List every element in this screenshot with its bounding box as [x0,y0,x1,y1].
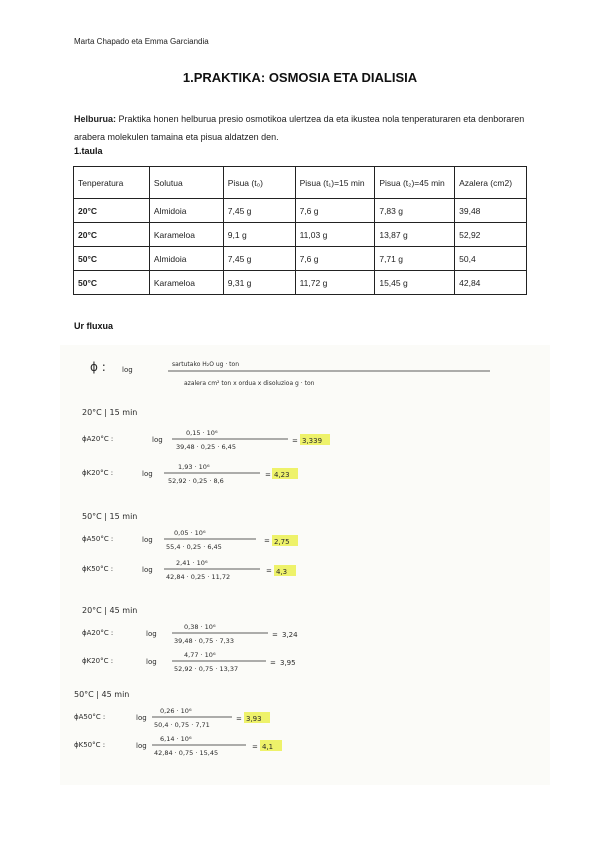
calc-numerator: 0,26 · 10⁶ [160,707,192,715]
group-heading: 20°C | 15 min [82,408,138,417]
table-cell: 20°C [74,223,150,247]
header-cell: Pisua (t₂)=45 min [375,167,455,199]
calc-result: 3,24 [282,631,298,639]
calc-label: ϕA20°C : [82,629,114,637]
calc-denominator: 42,84 · 0,75 · 15,45 [154,749,219,757]
calc-log: log [142,566,153,574]
calc-log: log [142,470,153,478]
header-cell: Pisua (t₀) [223,167,295,199]
table-cell: 9,1 g [223,223,295,247]
table-cell: Karameloa [149,223,223,247]
calc-result: 3,93 [246,715,262,723]
calc-log: log [142,536,153,544]
formula-log: log [122,366,133,374]
table-row [74,271,527,295]
table-cell: 50°C [74,247,150,271]
calc-result: 3,95 [280,659,296,667]
calc-label: ϕK50°C : [74,741,106,749]
calc-equals: = [270,659,276,667]
purpose-paragraph [74,110,534,146]
calc-label: ϕA20°C : [82,435,114,443]
calc-result: 4,1 [262,743,274,751]
table-cell: 20°C [74,199,150,223]
table-cell: 7,6 g [295,199,375,223]
table-cell: 7,71 g [375,247,455,271]
table-cell: 7,45 g [223,199,295,223]
table-row [74,199,527,223]
calc-label: ϕA50°C : [74,713,106,721]
table-cell: 7,83 g [375,199,455,223]
purpose-text: Praktika honen helburua presio osmotikoa ulertzea da eta ikustea nola tenperaturaren eta denboraren arabera molekulen tamaina eta pisua aldatzen den. [74,114,525,142]
calc-label: ϕK50°C : [82,565,114,573]
calc-log: log [146,658,157,666]
formula-denominator: azalera cm² ton x ordua x disoluzioa g · ton [184,380,315,387]
calc-log: log [136,742,147,750]
calc-denominator: 55,4 · 0,25 · 6,45 [166,543,222,551]
table-cell: 42,84 [455,271,527,295]
header-cell: Tenperatura [74,167,150,199]
calc-result: 3,339 [302,437,323,445]
calc-equals: = [264,537,270,545]
header-author: Marta Chapado eta Emma Garciandia [74,37,209,46]
calc-numerator: 1,93 · 10⁶ [178,463,210,471]
calc-numerator: 6,14 · 10⁶ [160,735,192,743]
calc-denominator: 52,92 · 0,75 · 13,37 [174,665,239,673]
table-cell: 11,03 g [295,223,375,247]
calc-denominator: 52,92 · 0,25 · 8,6 [168,477,224,485]
table-cell: 9,31 g [223,271,295,295]
table-cell: Almidoia [149,247,223,271]
calc-numerator: 4,77 · 10⁶ [184,651,216,659]
calc-numerator: 0,15 · 10⁶ [186,429,218,437]
calc-equals: = [252,743,258,751]
table-cell: 7,6 g [295,247,375,271]
group-heading: 20°C | 45 min [82,606,138,615]
purpose-label: Helburua: [74,114,117,124]
calc-equals: = [272,631,278,639]
calc-result: 2,75 [274,538,290,546]
section-heading: Ur fluxua [74,321,114,331]
calc-label: ϕA50°C : [82,535,114,543]
table-cell: 7,45 g [223,247,295,271]
header-cell: Solutua [149,167,223,199]
calc-denominator: 50,4 · 0,75 · 7,71 [154,721,210,729]
calc-log: log [146,630,157,638]
table-caption: 1.taula [74,146,103,156]
table-cell: Karameloa [149,271,223,295]
calc-label: ϕK20°C : [82,657,114,665]
formula-lhs: ϕ : [90,360,106,374]
handwritten-notes [60,345,550,785]
table-row [74,247,527,271]
formula-numerator: sartutako H₂O ug · ton [172,361,239,368]
calc-numerator: 2,41 · 10⁶ [176,559,208,567]
calc-equals: = [266,567,272,575]
results-table [73,166,527,295]
group-heading: 50°C | 15 min [82,512,138,521]
calc-denominator: 42,84 · 0,25 · 11,72 [166,573,231,581]
calc-equals: = [265,471,271,479]
header-cell: Pisua (t₁)=15 min [295,167,375,199]
table-cell: 50,4 [455,247,527,271]
calc-label: ϕK20°C : [82,469,114,477]
table-cell: 13,87 g [375,223,455,247]
table-cell: 15,45 g [375,271,455,295]
header-cell: Azalera (cm2) [455,167,527,199]
calc-log: log [152,436,163,444]
table-row [74,223,527,247]
calc-numerator: 0,05 · 10⁶ [174,529,206,537]
calc-result: 4,3 [276,568,288,576]
table-cell: 52,92 [455,223,527,247]
page-title: 1.PRAKTIKA: OSMOSIA ETA DIALISIA [182,70,418,85]
calc-equals: = [236,715,242,723]
calc-numerator: 0,38 · 10⁶ [184,623,216,631]
group-heading: 50°C | 45 min [74,690,130,699]
table-cell: 11,72 g [295,271,375,295]
table-cell: Almidoia [149,199,223,223]
calc-denominator: 39,48 · 0,75 · 7,33 [174,637,234,645]
calc-result: 4,23 [274,471,290,479]
calc-denominator: 39,48 · 0,25 · 6,45 [176,443,236,451]
table-cell: 39,48 [455,199,527,223]
calc-log: log [136,714,147,722]
calc-equals: = [292,437,298,445]
table-header-row [74,167,527,199]
table-cell: 50°C [74,271,150,295]
